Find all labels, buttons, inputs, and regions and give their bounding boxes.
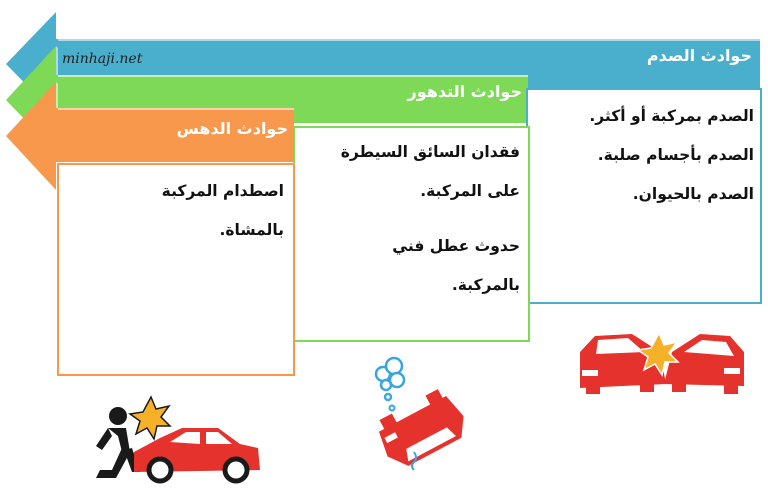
watermark: minhaji.net [62,51,143,67]
collision-line-2: الصدم بأجسام صلبة. [597,146,754,164]
rollover-line-1: فقدان السائق السيطرة [340,143,520,161]
car-hits-pedestrian-icon [96,397,260,481]
runover-title: حوادث الدهس [176,119,288,138]
rollover-line-4: بالمركبة. [451,276,520,294]
runover-line-2: بالمشاة. [219,221,284,239]
collision-line-3: الصدم بالحيوان. [632,185,754,203]
rollover-line-3: حدوث عطل فني [392,237,520,255]
rollover-line-2: على المركبة. [420,182,520,200]
overturned-car-icon [371,358,472,472]
collision-line-1: الصدم بمركبة أو أكثر. [589,107,754,125]
rollover-title: حوادث التدهور [407,82,522,101]
two-cars-collision-icon [580,333,744,394]
runover-line-1: اصطدام المركبة [161,182,284,200]
collision-title: حوادث الصدم [646,46,752,65]
